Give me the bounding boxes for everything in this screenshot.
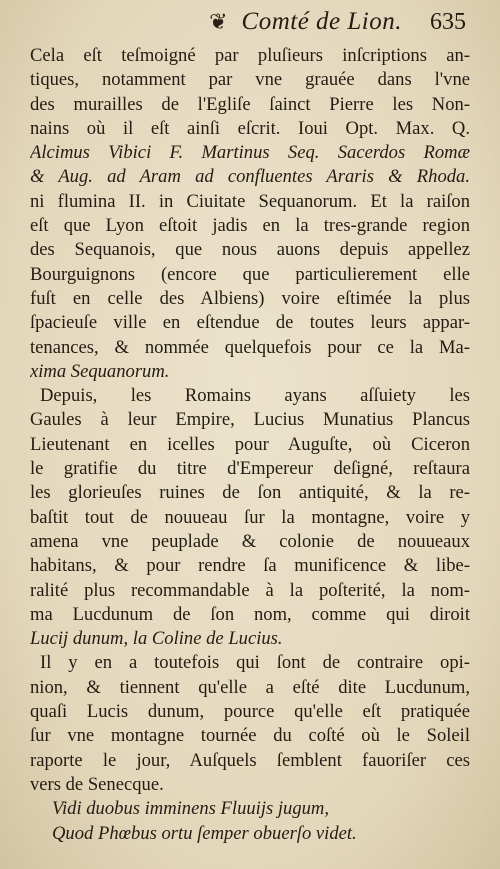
body-text: [30, 44, 470, 846]
text-line: Cela eſt teſmoigné par pluſieurs inſcriptions an-: [30, 45, 470, 66]
text-line: Lieutenant en icelles pour Auguſte, où Ciceron: [30, 433, 470, 455]
text-line: & Aug. ad Aram ad confluentes Araris & Rhoda.: [30, 166, 470, 188]
page-header: [30, 8, 470, 44]
text-line: amena vne peuplade & colonie de nouueaux: [30, 530, 470, 552]
running-title: Comté de Lion.: [241, 8, 402, 35]
text-line: ſur vne montagne tournée du coſté où le Soleil: [30, 725, 470, 747]
text-line: habitans, & pour rendre ſa munificence & libe-: [30, 555, 470, 577]
text-line: des murailles de l'Egliſe ſainct Pierre les Non-: [30, 93, 470, 115]
text-line: ma Lucdunum de ſon nom, comme qui diroit: [30, 603, 470, 625]
text-line: ſpacieuſe ville en eſtendue de toutes leurs appar-: [30, 312, 470, 334]
text-line: Bourguignons (encore que particulierement elle: [30, 263, 470, 285]
verse-line: Quod Phœbus ortu ſemper obuerſo videt.: [52, 822, 357, 844]
text-line: quaſi Lucis dunum, pource qu'elle eſt pratiquée: [30, 701, 470, 723]
text-line: Lucij dunum, la Coline de Lucius.: [30, 628, 283, 650]
text-line: les glorieuſes ruines de ſon antiquité, & la re-: [30, 482, 470, 504]
text-line: xima Sequanorum.: [30, 360, 170, 382]
verse-line: Vidi duobus imminens Fluuijs jugum,: [52, 798, 330, 820]
text-line: Il y en a toutefois qui ſont de contraire opi-: [40, 652, 470, 674]
text-line: ni flumina II. in Ciuitate Sequanorum. Et la raiſon: [30, 190, 470, 212]
text-line: vers de Senecque.: [30, 773, 164, 795]
text-line: fuſt en celle des Albiens) voire eſtimée la plus: [30, 287, 470, 309]
text-line: nains où il eſt ainſi eſcrit. Ioui Opt. Max. Q.: [30, 117, 470, 139]
text-line: Alcimus Vibici F. Martinus Seq. Sacerdos Romæ: [30, 142, 470, 164]
text-line: Gaules à leur Empire, Lucius Munatius Plancus: [30, 409, 470, 431]
text-line: tiques, notamment par vne grauée dans l'vne: [30, 69, 470, 91]
fleuron-icon: ❦: [209, 9, 228, 34]
text-line: ralité plus recommandable à la poſterité, la nom-: [30, 579, 470, 601]
text-line: le gratifie du titre d'Empereur deſigné, reſtaura: [30, 458, 470, 480]
text-line: tenances, & nommée quelquefois pour ce la Ma-: [30, 336, 470, 358]
text-line: baſtit tout de nouueau ſur la montagne, voire y: [30, 506, 470, 528]
page-number: 635: [430, 9, 466, 35]
text-line: Depuis, les Romains ayans aſſuiety les: [40, 385, 470, 407]
text-line: raporte le jour, Auſquels ſemblent fauoriſer ces: [30, 749, 470, 771]
text-line: nion, & tiennent qu'elle a eſté dite Lucdunum,: [30, 676, 470, 698]
text-line: eſt que Lyon eſtoit jadis en la tres-grande region: [30, 215, 470, 237]
text-line: des Sequanois, que nous auons depuis appellez: [30, 239, 470, 261]
